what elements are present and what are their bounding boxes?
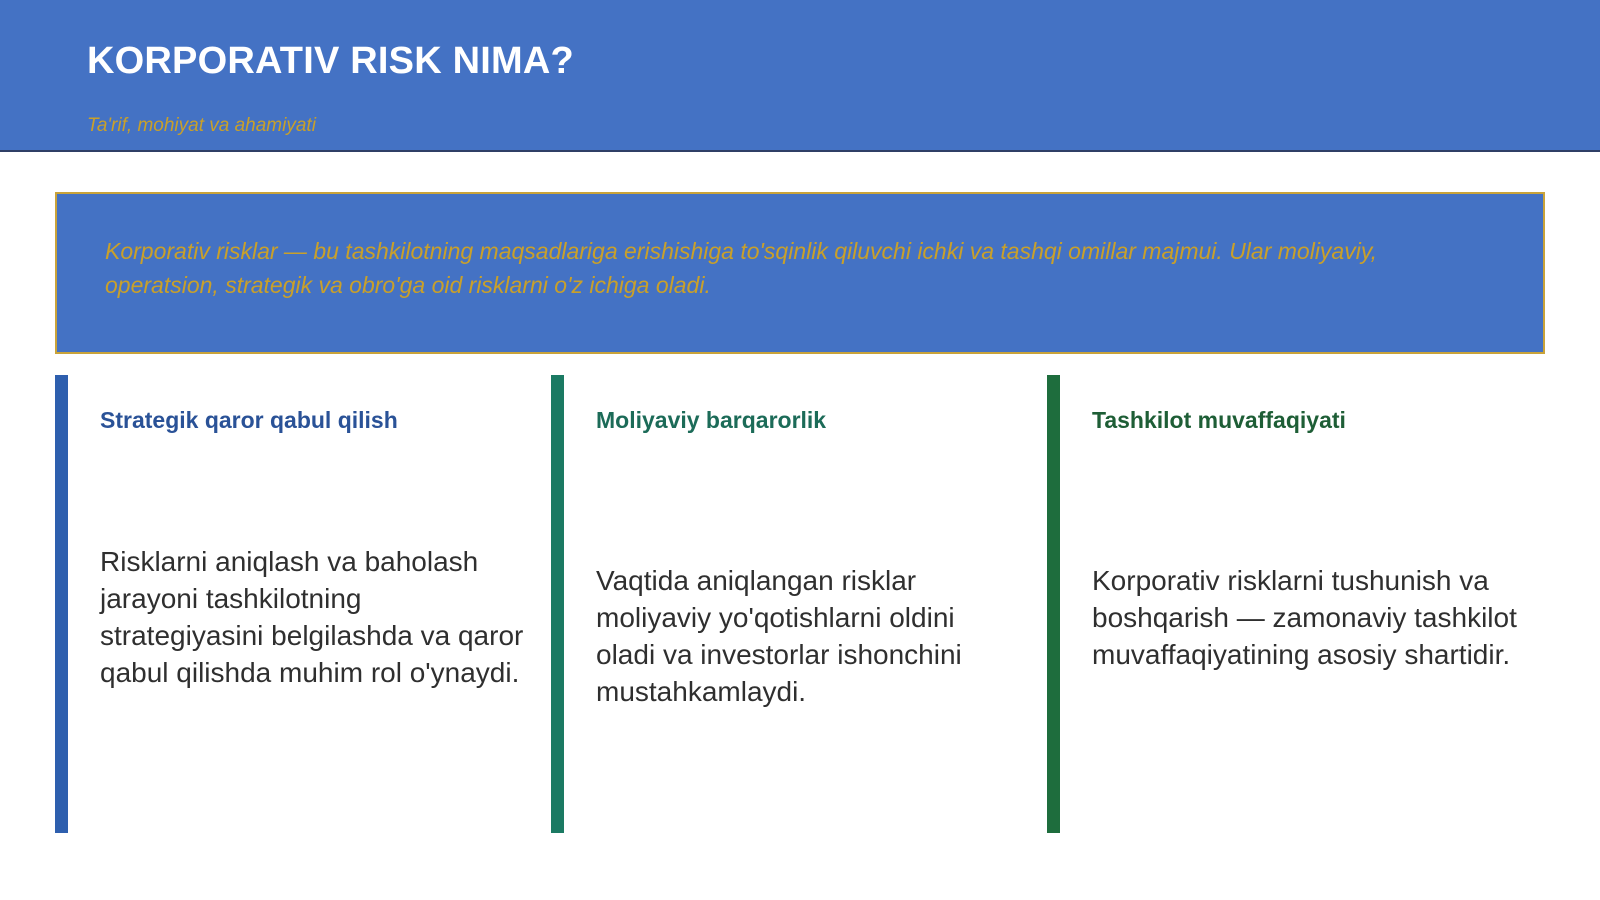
card-accent-bar bbox=[551, 375, 564, 833]
card-body: Vaqtida aniqlangan risklar moliyaviy yo'qotishlarni oldini oladi va investorlar ishonchini mustahkamlaydi. bbox=[596, 565, 962, 707]
card-financial-stability bbox=[551, 375, 1021, 833]
header-banner bbox=[0, 0, 1600, 152]
card-body: Korporativ risklarni tushunish va boshqarish — zamonaviy tashkilot muvaffaqiyatining asosiy shartidir. bbox=[1092, 565, 1517, 670]
card-title: Moliyaviy barqarorlik bbox=[596, 407, 827, 433]
card-accent-bar bbox=[55, 375, 68, 833]
card-organization-success bbox=[1047, 375, 1517, 833]
page-subtitle: Ta'rif, mohiyat va ahamiyati bbox=[87, 115, 316, 136]
definition-box bbox=[55, 192, 1545, 354]
definition-text: Korporativ risklar — bu tashkilotning maqsadlariga erishishiga to'sqinlik qiluvchi ichki va tashqi omillar majmui. Ular moliyaviy, operatsion, strategik va obro'ga oid risklarni o'z ichiga oladi. bbox=[105, 238, 1378, 298]
page-title: KORPORATIV RISK NIMA? bbox=[87, 40, 574, 82]
card-title: Tashkilot muvaffaqiyati bbox=[1092, 407, 1346, 433]
card-strategic-decision bbox=[55, 375, 525, 833]
card-body: Risklarni aniqlash va baholash jarayoni tashkilotning strategiyasini belgilashda va qaror qabul qilishda muhim rol o'ynaydi. bbox=[100, 546, 524, 688]
card-accent-bar bbox=[1047, 375, 1060, 833]
card-title: Strategik qaror qabul qilish bbox=[100, 407, 398, 433]
